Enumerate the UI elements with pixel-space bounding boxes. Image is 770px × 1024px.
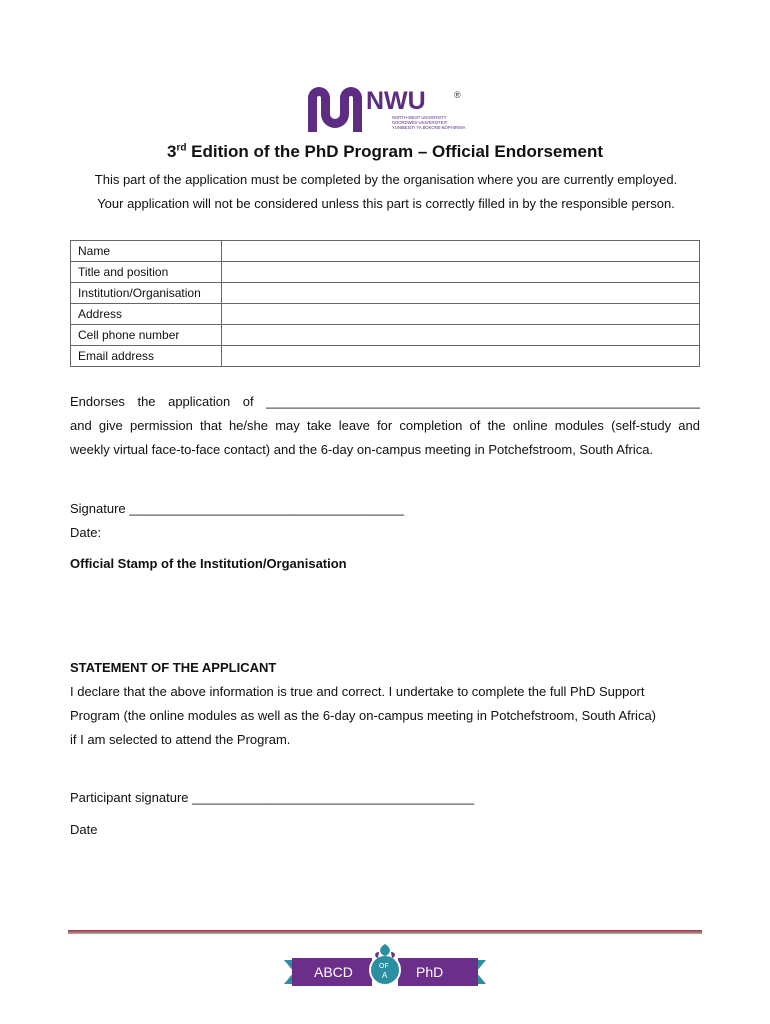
footer-phd: PhD bbox=[416, 964, 444, 980]
table-row bbox=[71, 283, 700, 304]
endorse-line-2: and give permission that he/she may take leave for completion of the online modules (self-study and bbox=[70, 418, 700, 433]
address-label: Address bbox=[71, 304, 222, 325]
email-label: Email address bbox=[71, 346, 222, 367]
logo-line-1: NORTH-WEST UNIVERSITY bbox=[392, 115, 447, 120]
footer-divider bbox=[68, 930, 702, 934]
applicant-statement bbox=[70, 656, 710, 752]
address-field[interactable] bbox=[222, 304, 700, 325]
intro-line-1: This part of the application must be completed by the organisation where you are currently employed. bbox=[94, 172, 678, 187]
statement-line-1: I declare that the above information is true and correct. I undertake to complete the full PhD Support bbox=[70, 684, 645, 699]
cell-phone-label: Cell phone number bbox=[71, 325, 222, 346]
statement-line-3: if I am selected to attend the Program. bbox=[70, 732, 291, 747]
participant-signature-line[interactable]: Participant signature _______________________________________ bbox=[70, 790, 475, 805]
abcd-of-a-phd-logo bbox=[282, 938, 488, 1000]
title-position-field[interactable] bbox=[222, 262, 700, 283]
statement-heading: STATEMENT OF THE APPLICANT bbox=[70, 660, 277, 675]
participant-date-label[interactable]: Date bbox=[70, 822, 98, 837]
cell-phone-field[interactable] bbox=[222, 325, 700, 346]
logo-line-2: NOORDWES-UNIVERSITEIT bbox=[392, 120, 448, 125]
institution-field[interactable] bbox=[222, 283, 700, 304]
intro-text bbox=[70, 168, 702, 216]
details-table bbox=[70, 240, 700, 367]
endorse-line-3: weekly virtual face-to-face contact) and the 6-day on-campus meeting in Potchefstroom, South Africa. bbox=[70, 442, 654, 457]
endorse-line-1[interactable]: Endorses the application of ____________________________________________________________ bbox=[70, 394, 700, 409]
institution-label: Institution/Organisation bbox=[71, 283, 222, 304]
intro-line-2: Your application will not be considered unless this part is correctly filled in by the responsible person. bbox=[97, 196, 675, 211]
signature-line[interactable]: Signature ______________________________________ bbox=[70, 501, 405, 516]
endorsement-text bbox=[70, 390, 700, 462]
logo-line-3: YUNIBESITI YA BOKONE-BOPHIRIMA bbox=[392, 125, 466, 130]
table-row bbox=[71, 346, 700, 367]
table-row bbox=[71, 241, 700, 262]
stamp-heading: Official Stamp of the Institution/Organisation bbox=[70, 556, 347, 571]
table-row bbox=[71, 304, 700, 325]
table-row bbox=[71, 325, 700, 346]
table-row bbox=[71, 262, 700, 283]
name-label: Name bbox=[71, 241, 222, 262]
page-title: 3rd Edition of the PhD Program – Official Endorsement bbox=[166, 142, 604, 161]
nwu-logo bbox=[304, 84, 470, 136]
footer-a: A bbox=[382, 971, 388, 980]
statement-line-2: Program (the online modules as well as the 6-day on-campus meeting in Potchefstroom, South Africa) bbox=[70, 708, 657, 723]
footer-of: OF bbox=[379, 963, 389, 970]
registered-mark: ® bbox=[454, 90, 461, 100]
date-label[interactable]: Date: bbox=[70, 525, 102, 540]
name-field[interactable] bbox=[222, 241, 700, 262]
title-position-label: Title and position bbox=[71, 262, 222, 283]
email-field[interactable] bbox=[222, 346, 700, 367]
nwu-wordmark: NWU bbox=[366, 87, 426, 115]
footer-abcd: ABCD bbox=[314, 964, 353, 980]
